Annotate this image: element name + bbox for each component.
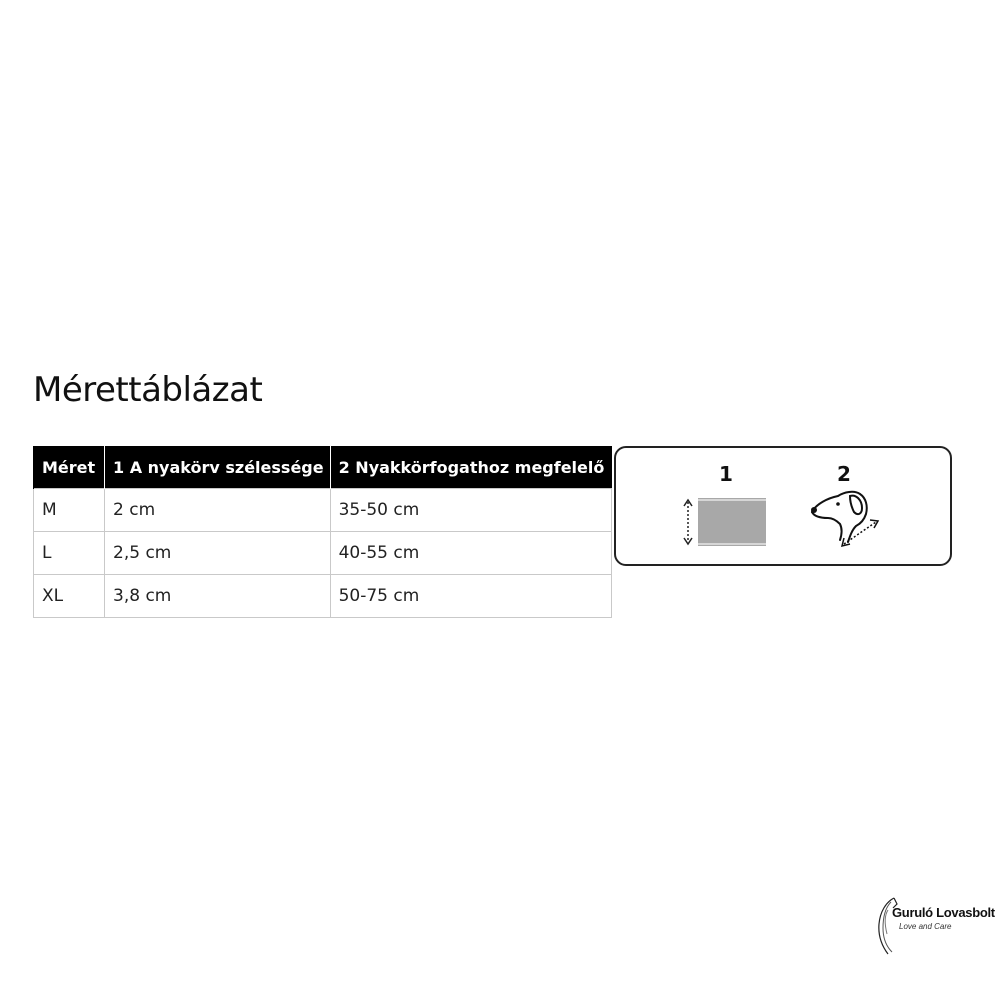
legend-number-2: 2 [837, 462, 851, 486]
legend-number-1: 1 [719, 462, 733, 486]
table-row [34, 575, 612, 618]
column-header-neck-size: 2 Nyakkörfogathoz megfelelő [330, 446, 612, 489]
table-cell-neck: 35-50 cm [330, 489, 612, 532]
table-cell-neck: 50-75 cm [330, 575, 612, 618]
page-title: Mérettáblázat [33, 370, 263, 410]
collar-width-icon [680, 492, 770, 552]
table-cell-size: XL [34, 575, 105, 618]
table-cell-width: 3,8 cm [105, 575, 331, 618]
brand-name: Guruló Lovasbolt [892, 905, 995, 920]
table-cell-neck: 40-55 cm [330, 532, 612, 575]
size-table [33, 446, 612, 618]
table-row [34, 532, 612, 575]
column-header-collar-width: 1 A nyakörv szélessége [105, 446, 331, 489]
table-header-row [34, 446, 612, 489]
brand-logo [874, 894, 1000, 958]
column-header-size: Méret [34, 446, 105, 489]
table-row [34, 489, 612, 532]
horse-head-icon [874, 894, 898, 958]
table-cell-width: 2 cm [105, 489, 331, 532]
dog-neck-measure-icon [806, 486, 896, 550]
brand-tagline: Love and Care [899, 922, 952, 931]
table-cell-size: L [34, 532, 105, 575]
measurement-legend [614, 446, 952, 566]
table-cell-size: M [34, 489, 105, 532]
table-cell-width: 2,5 cm [105, 532, 331, 575]
